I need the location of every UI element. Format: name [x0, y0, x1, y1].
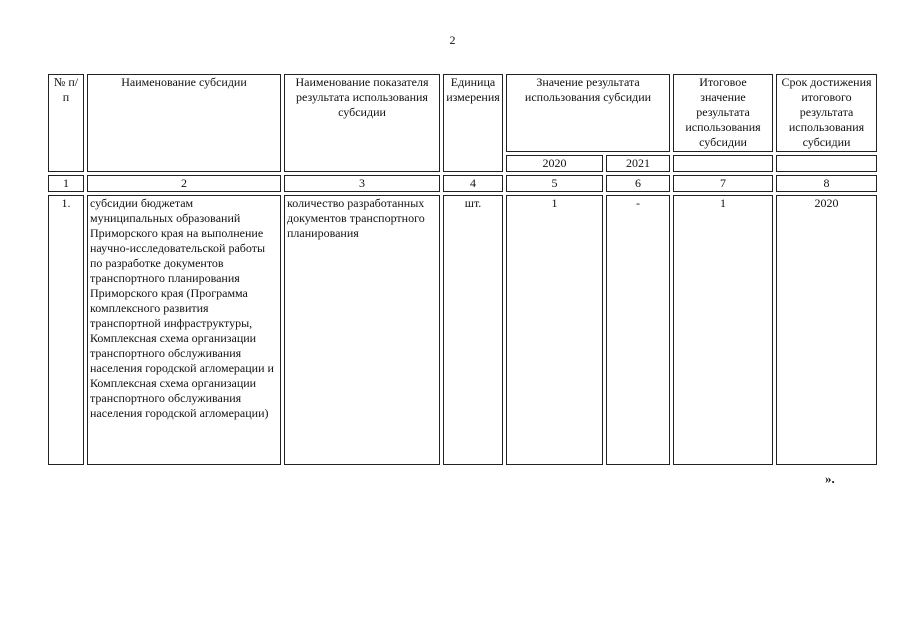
page-number: 2	[449, 33, 456, 47]
row-unit: шт.	[443, 195, 503, 465]
row-subsidy-name: субсидии бюджетам муниципальных образований Приморского края на выполнение научно-исследовательской работы по разработке документов транспортного планирования Приморского края (Программа комплексного развития транспортной инфраструктуры, Комплексная схема организации транспортного обслуживания населения городской агломерации и Комплексная схема организации транспортного обслуживания населения городской агломерации)	[87, 195, 281, 465]
row-value-2021: -	[606, 195, 670, 465]
column-index: 6	[606, 175, 670, 192]
header-value: Значение результата использования субсидии	[506, 74, 670, 152]
column-index: 2	[87, 175, 281, 192]
header-year-2021: 2021	[606, 155, 670, 172]
header-deadline: Срок достижения итогового результата использования субсидии	[776, 74, 877, 152]
row-final-value: 1	[673, 195, 773, 465]
column-index: 3	[284, 175, 440, 192]
header-row	[48, 74, 877, 152]
row-num: 1.	[48, 195, 84, 465]
subsidy-table	[45, 71, 880, 468]
column-index: 7	[673, 175, 773, 192]
column-index: 1	[48, 175, 84, 192]
header-final-value: Итоговое значение результата использования субсидии	[673, 74, 773, 152]
closing-quote-mark: ».	[825, 471, 835, 486]
column-index: 8	[776, 175, 877, 192]
header-final-empty	[673, 155, 773, 172]
row-deadline: 2020	[776, 195, 877, 465]
header-indicator: Наименование показателя результата использования субсидии	[284, 74, 440, 172]
column-index: 4	[443, 175, 503, 192]
row-value-2020: 1	[506, 195, 603, 465]
header-num: № п/п	[48, 74, 84, 172]
row-indicator: количество разработанных документов транспортного планирования	[284, 195, 440, 465]
header-deadline-empty	[776, 155, 877, 172]
header-unit: Единица измерения	[443, 74, 503, 172]
column-index-row	[48, 175, 877, 192]
table-row	[48, 195, 877, 465]
header-year-2020: 2020	[506, 155, 603, 172]
column-index: 5	[506, 175, 603, 192]
header-name: Наименование субсидии	[87, 74, 281, 172]
